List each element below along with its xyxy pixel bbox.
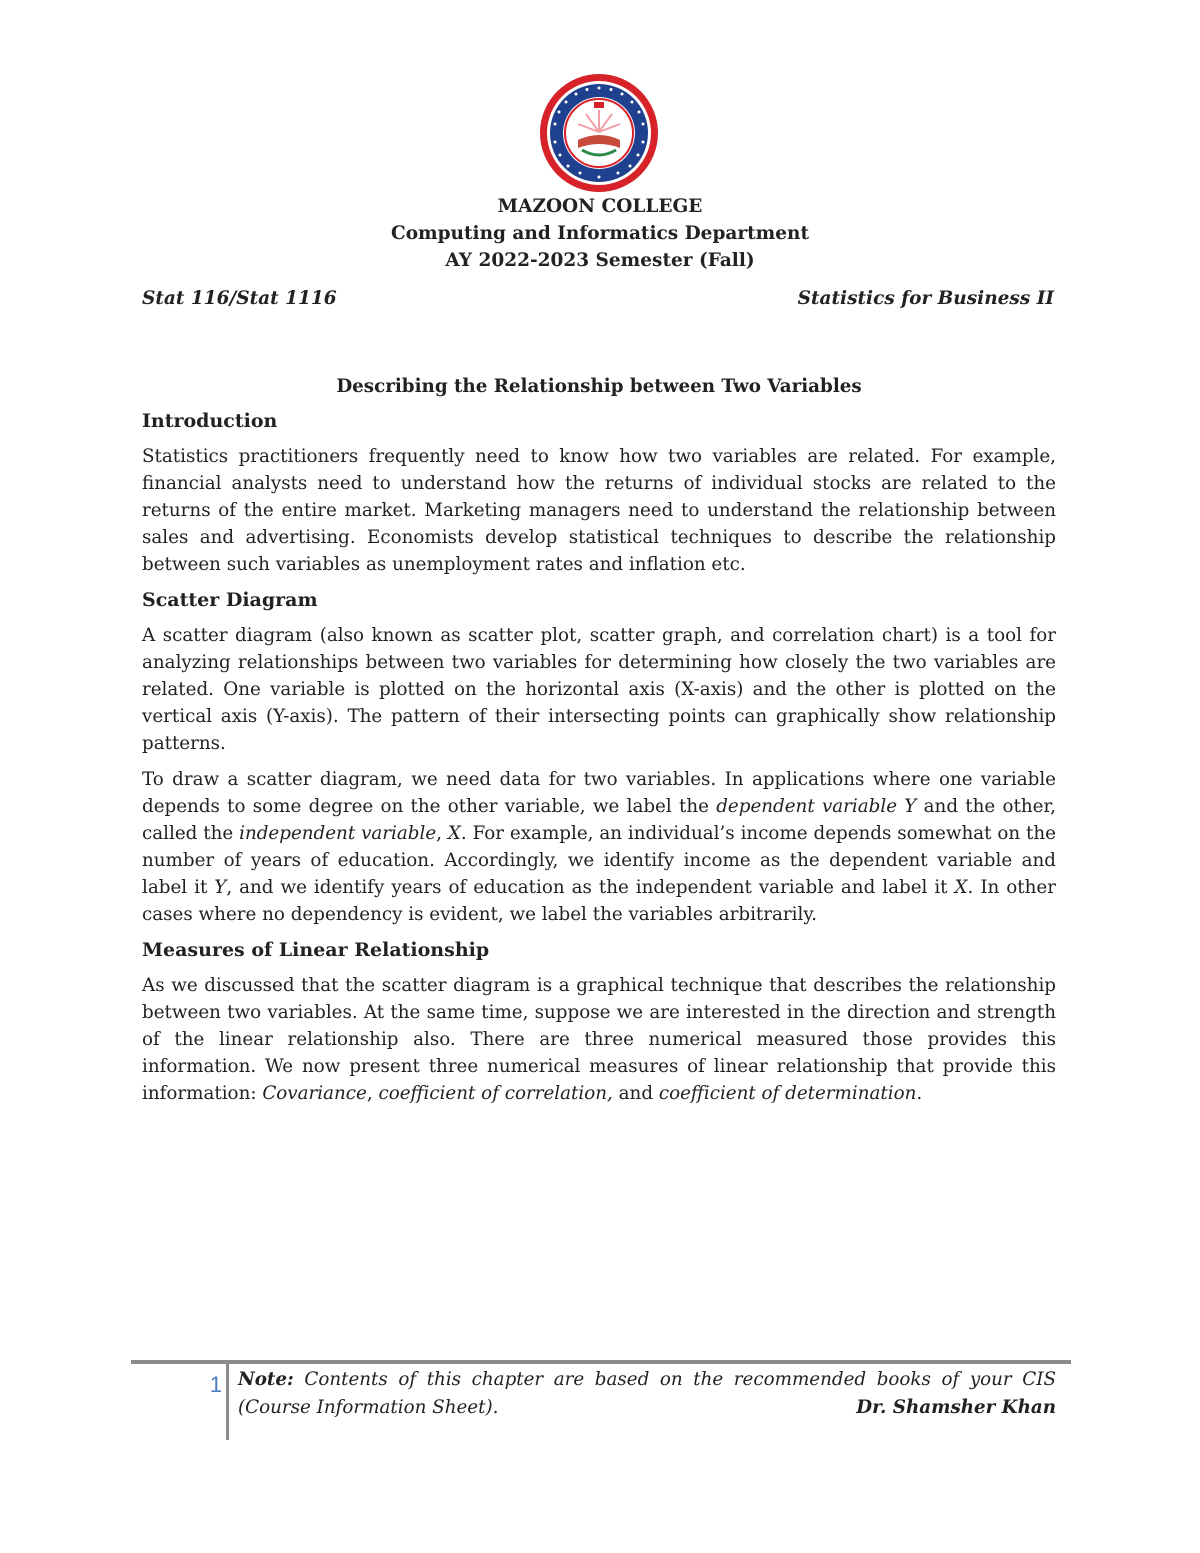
author-name: Dr. Shamsher Khan (856, 1397, 1056, 1418)
paragraph-introduction: Statistics practitioners frequently need to know how two variables are related. For example, financial analysts need to understand how the returns of individual stocks are related to the returns of the entire market. Marketing managers need to understand the relationship between sales and advertising. Economists develop statistical techniques to describe the relationship between such variables as unemployment rates and inflation etc. (142, 446, 1056, 575)
course-code: Stat 116/Stat 1116 (142, 288, 337, 309)
footer-divider (131, 1360, 1071, 1364)
section-heading-scatter-diagram: Scatter Diagram (142, 589, 318, 611)
paragraph-measures: As we discussed that the scatter diagram is a graphical technique that describes the relationship between two variables. At the same time, suppose we are interested in the direction and strength of the linear relationship also. There are three numerical measured those provides this information. We now present three numerical measures of linear relationship that provide this information: Covariance, coefficient of correlation, and coefficient of determination. (142, 975, 1056, 1104)
course-name: Statistics for Business II (797, 288, 1054, 309)
note-label: Note: (238, 1369, 294, 1390)
paragraph-scatter-definition: A scatter diagram (also known as scatter plot, scatter graph, and correlation chart) is a tool for analyzing relationships between two variables for determining how closely the two variables are related. One variable is plotted on the horizontal axis (X-axis) and the other is plotted on the vertical axis (Y-axis). The pattern of their intersecting points can graphically show relationship patterns. (142, 625, 1056, 754)
department-name: Computing and Informatics Department (390, 223, 809, 244)
college-seal-logo (538, 72, 660, 194)
page-number: 1 (209, 1372, 222, 1397)
section-heading-measures: Measures of Linear Relationship (142, 939, 490, 961)
note-text: Contents of this chapter are based on the recommended books of your CIS (Course Information Sheet). (238, 1369, 1056, 1418)
paragraph-scatter-variables: To draw a scatter diagram, we need data for two variables. In applications where one variable depends to some degree on the other variable, we label the dependent variable Y and the other, called the independent variable, X. For example, an individual’s income depends somewhat on the number of years of education. Accordingly, we identify income as the dependent variable and label it Y, and we identify years of education as the independent variable and label it X. In other cases where no dependency is evident, we label the variables arbitrarily. (142, 769, 1057, 925)
footer-vertical-divider (226, 1364, 229, 1440)
academic-term: AY 2022-2023 Semester (Fall) (445, 250, 755, 271)
section-heading-introduction: Introduction (142, 410, 278, 432)
college-name: MAZOON COLLEGE (497, 196, 703, 217)
document-body (142, 373, 1056, 1116)
footer-note (238, 1366, 1056, 1422)
document-title: Describing the Relationship between Two Variables (336, 376, 862, 397)
course-row (142, 288, 1054, 316)
